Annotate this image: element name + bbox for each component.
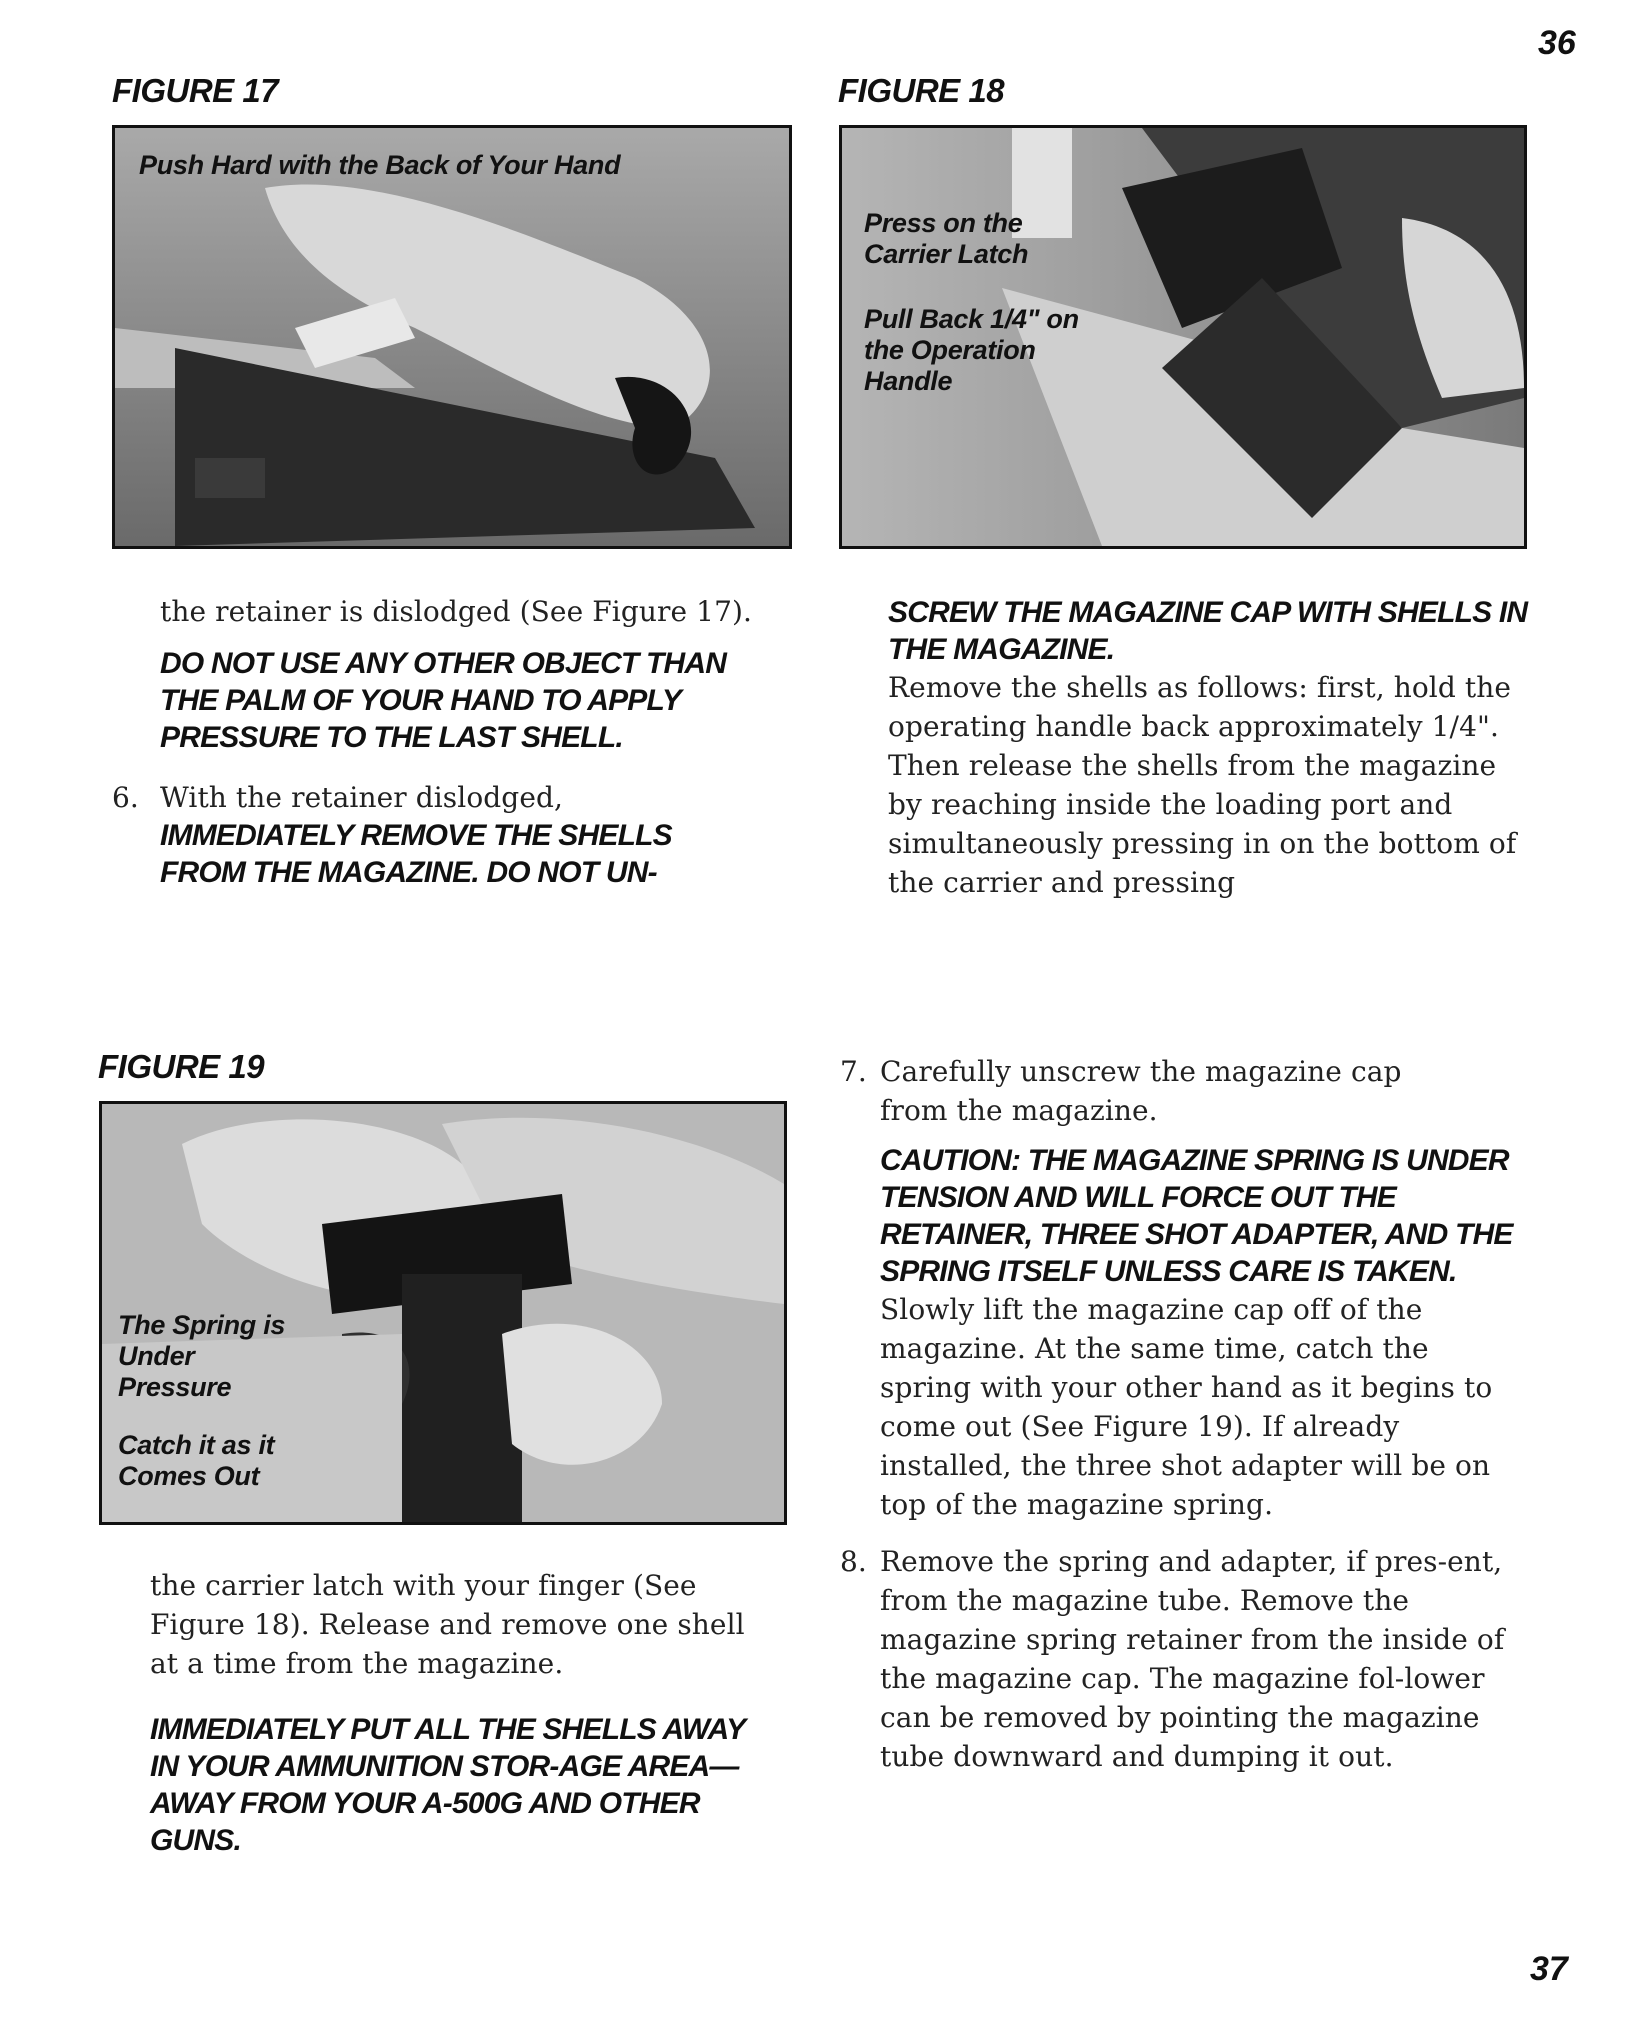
ammunition-storage-warning: IMMEDIATELY PUT ALL THE SHELLS AWAY IN YOUR AMMUNITION STOR-AGE AREA—AWAY FROM YOUR A-500G AND OTHER GUNS. <box>150 1713 745 1857</box>
figure-17-caption: Push Hard with the Back of Your Hand <box>139 150 621 180</box>
page-number-top: 36 <box>1538 24 1576 62</box>
figure-19-caption-spring: The Spring is Under Pressure <box>118 1310 286 1402</box>
step-7 <box>840 1052 1520 1524</box>
upper-right-column <box>888 594 1528 902</box>
remove-shells-warning: IMMEDIATELY REMOVE THE SHELLS FROM THE MAGAZINE. DO NOT UN- <box>160 819 672 889</box>
figure-19-label: FIGURE 19 <box>98 1048 265 1085</box>
step-8-text: Remove the spring and adapter, if pres-ent, from the magazine tube. Remove the magazine spring retainer from the inside of the magazine cap. The magazine fol-lower can be removed by pointing the magazine tube downward and dumping it out. <box>880 1545 1505 1773</box>
step-6-text: With the retainer dislodged, <box>160 781 564 814</box>
figure-17-label: FIGURE 17 <box>112 72 279 109</box>
lower-left-column <box>150 1566 780 1859</box>
figure-17-photo <box>112 125 792 549</box>
step-6-number: 6. <box>112 781 139 814</box>
page-number-bottom: 37 <box>1530 1950 1568 1988</box>
step-8-number: 8. <box>840 1545 867 1578</box>
lower-right-column <box>840 1052 1520 1776</box>
step-7-text-2: Slowly lift the magazine cap off of the magazine. At the same time, catch the spring with your other hand as it begins to come out (See Figure 19). If already installed, the three shot adapter will be on top of the magazine spring. <box>880 1293 1493 1521</box>
figure-19-caption-catch: Catch it as it Comes Out <box>118 1430 275 1491</box>
spring-caution: CAUTION: THE MAGAZINE SPRING IS UNDER TENSION AND WILL FORCE OUT THE RETAINER, THREE SHOT ADAPTER, AND THE SPRING ITSELF UNLESS CARE IS TAKEN. <box>880 1144 1513 1288</box>
remove-shells-text: Remove the shells as follows: first, hold the operating handle back approximately 1/4". Then release the shells from the magazine by reaching inside the loading port and simultaneously pressing in on the bottom of the carrier and pressing <box>888 671 1517 899</box>
step-6 <box>112 778 800 891</box>
figure-18-label: FIGURE 18 <box>838 72 1005 109</box>
screw-cap-warning: SCREW THE MAGAZINE CAP WITH SHELLS IN THE MAGAZINE. <box>888 596 1528 666</box>
step-8 <box>840 1542 1520 1776</box>
upper-left-column <box>112 592 800 891</box>
figure-18-caption-carrier: Press on the Carrier Latch <box>864 208 1029 269</box>
figure-18-caption-handle: Pull Back 1/4" on the Operation Handle <box>864 304 1079 396</box>
step-7-text: Carefully unscrew the magazine cap from the magazine. <box>880 1055 1402 1127</box>
carrier-latch-text: the carrier latch with your finger (See Figure 18). Release and remove one shell at a time from the magazine. <box>150 1569 745 1680</box>
retainer-dislodged-text: the retainer is dislodged (See Figure 17). <box>160 595 753 628</box>
step-7-number: 7. <box>840 1055 867 1088</box>
figure-17-illustration <box>115 128 789 546</box>
figure-19-photo <box>99 1101 787 1525</box>
palm-warning: DO NOT USE ANY OTHER OBJECT THAN THE PALM OF YOUR HAND TO APPLY PRESSURE TO THE LAST SHELL. <box>160 647 727 754</box>
figure-18-photo <box>839 125 1527 549</box>
